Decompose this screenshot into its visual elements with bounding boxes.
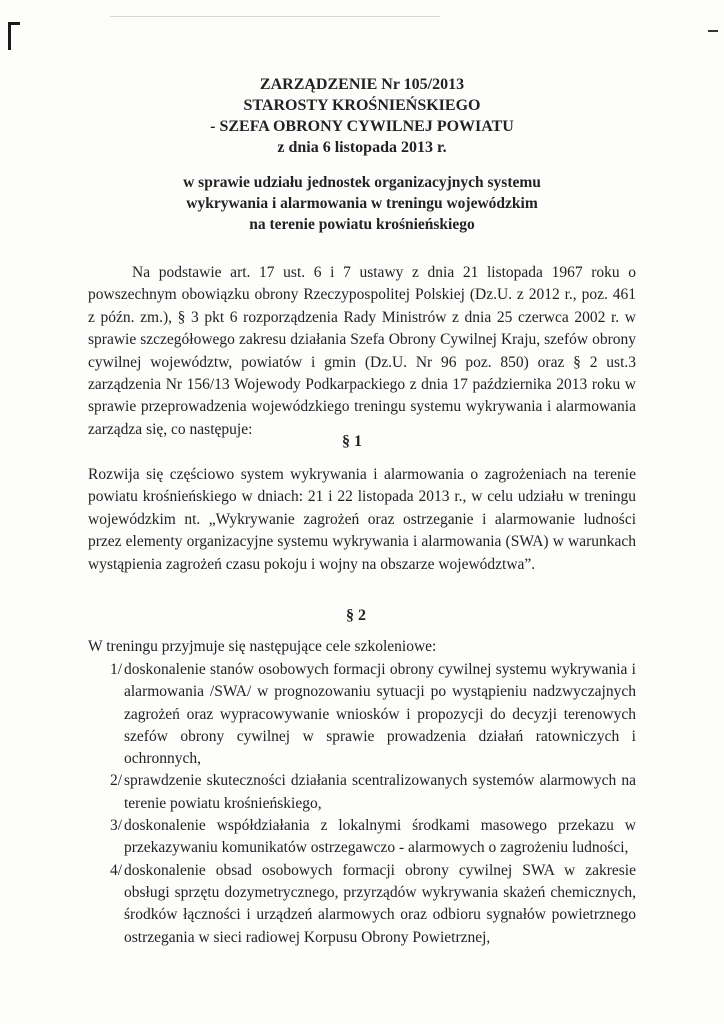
section-2-intro: W treningu przyjmuje się następujące cele szkoleniowe: [88, 638, 437, 655]
list-item-number: 1/ [109, 661, 122, 678]
section-1-heading: § 1 [342, 433, 362, 450]
list-item [88, 659, 636, 770]
subject-line-2: wykrywania i alarmowania w treningu wojewódzkim [186, 195, 538, 212]
order-number: ZARZĄDZENIE Nr 105/2013 [259, 76, 465, 93]
list-item-text: sprawdzenie skuteczności działania scentralizowanych systemów alarmowych na terenie powiatu krośnieńskiego, [124, 772, 636, 812]
list-item-text: doskonalenie stanów osobowych formacji obrony cywilnej systemu wykrywania i alarmowania /SWA/ w prognozowaniu sytuacji po wystąpieniu nadzwyczajnych zagrożeń oraz wypracowywanie wniosków i propozycji do decyzji terenowych szefów obrony cywilnej w sprawie prowadzenia działań ratowniczych i ochronnych, [124, 661, 636, 768]
document-header [0, 74, 724, 158]
list-item-number: 3/ [109, 817, 122, 835]
list-item [88, 770, 636, 815]
issuer-role: - SZEFA OBRONY CYWILNEJ POWIATU [210, 118, 514, 135]
subject-line-3: na terenie powiatu krośnieńskiego [249, 216, 475, 233]
list-item-text: doskonalenie współdziałania z lokalnymi środkami masowego przekazu w przekazywaniu komunikatów ostrzegawczo - alarmowych o zagrożeniu ludności, [124, 817, 636, 857]
list-item [88, 860, 636, 949]
legal-basis-paragraph: Na podstawie art. 17 ust. 6 i 7 ustawy z dnia 21 listopada 1967 roku o powszechnym obowiązku obrony Rzeczypospolitej Polskiej (Dz.U. z 2012 r., poz. 461 z późn. zm.), § 3 pkt 6 rozporządzenia Rady Ministrów z dnia 25 czerwca 2002 r. w sprawie szczegółowego zakresu działania Szefa Obrony Cywilnej Kraju, szefów obrony cywilnej województw, powiatów i gmin (Dz.U. Nr 96 poz. 850) oraz § 2 ust.3 zarządzenia Nr 156/13 Wojewody Podkarpackiego z dnia 17 października 2013 roku w sprawie przeprowadzenia wojewódzkiego treningu systemu wykrywania i alarmowania zarządza się, co następuje: [88, 264, 636, 438]
list-item [88, 815, 636, 860]
scan-corner-mark [8, 22, 11, 50]
scan-top-rule [110, 16, 440, 17]
list-item-number: 4/ [109, 861, 122, 879]
issuer: STAROSTY KROŚNIEŃSKIEGO [243, 97, 481, 114]
scan-corner-mark-horizontal [8, 22, 20, 25]
section-2-heading: § 2 [346, 607, 366, 624]
order-date: z dnia 6 listopada 2013 r. [277, 139, 447, 156]
training-goals-list [88, 659, 636, 949]
subject-line-1: w sprawie udziału jednostek organizacyjnych systemu [183, 174, 541, 191]
list-item-number: 2/ [109, 772, 122, 790]
list-item-text: doskonalenie obsad osobowych formacji obrony cywilnej SWA w zakresie obsługi sprzętu dozymetrycznego, przyrządów wykrywania skażeń chemicznych, środków łączności i urządzeń alarmowych oraz odbioru sygnałów powietrznego ostrzegania w sieci radiowej Korpusu Obrony Powietrznej, [124, 861, 636, 946]
section-1-text: Rozwija się częściowo system wykrywania i alarmowania o zagrożeniach na terenie powiatu krośnieńskiego w dniach: 21 i 22 listopada 2013 r., w celu udziału w treningu wojewódzkim nt. „Wykrywanie zagrożeń oraz ostrzeganie i alarmowanie ludności przez elementy organizacyjne systemu wykrywania i alarmowania (SWA) w warunkach wystąpienia zagrożeń czasu pokoju i wojny na obszarze województwa”. [88, 466, 636, 573]
document-subject [0, 172, 724, 235]
scan-edge-mark [708, 30, 718, 32]
